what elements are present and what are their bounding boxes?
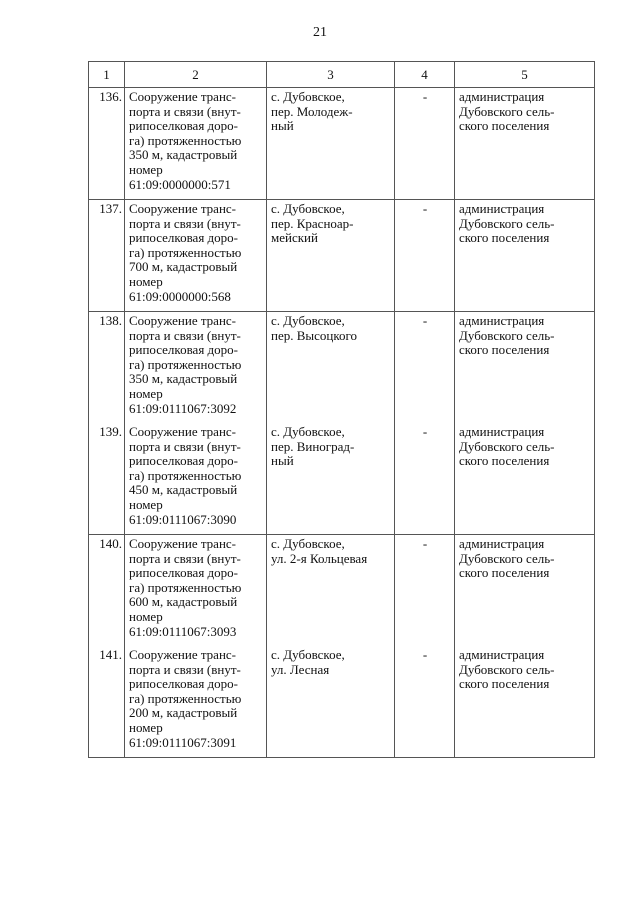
object-description: Сооружение транс- порта и связи (внут- рипоселковая доро- га) протяженностью 700 м, кадастровый номер 61:09:0000000:568 bbox=[125, 200, 267, 312]
object-description: Сооружение транс- порта и связи (внут- рипоселковая доро- га) протяженностью 350 м, кадастровый номер 61:09:0111067:3092 bbox=[125, 312, 267, 424]
object-description: Сооружение транс- порта и связи (внут- рипоселковая доро- га) протяженностью 450 м, кадастровый номер 61:09:0111067:3090 bbox=[125, 423, 267, 535]
table-row bbox=[89, 200, 595, 312]
table-row bbox=[89, 88, 595, 200]
table-row bbox=[89, 646, 595, 758]
object-address: с. Дубовское, ул. Лесная bbox=[267, 646, 395, 758]
column-4-value: - bbox=[395, 88, 455, 200]
column-header: 4 bbox=[395, 62, 455, 88]
column-4-value: - bbox=[395, 646, 455, 758]
table-row bbox=[89, 312, 595, 424]
column-4-value: - bbox=[395, 200, 455, 312]
object-description: Сооружение транс- порта и связи (внут- рипоселковая доро- га) протяженностью 350 м, кадастровый номер 61:09:0000000:571 bbox=[125, 88, 267, 200]
row-number: 140. bbox=[89, 535, 125, 647]
column-header: 2 bbox=[125, 62, 267, 88]
holder: администрация Дубовского сель- ского поселения bbox=[455, 423, 595, 535]
object-description: Сооружение транс- порта и связи (внут- рипоселковая доро- га) протяженностью 200 м, кадастровый номер 61:09:0111067:3091 bbox=[125, 646, 267, 758]
object-address: с. Дубовское, пер. Красноар- мейский bbox=[267, 200, 395, 312]
holder: администрация Дубовского сель- ского поселения bbox=[455, 535, 595, 647]
row-number: 137. bbox=[89, 200, 125, 312]
row-number: 136. bbox=[89, 88, 125, 200]
column-header: 3 bbox=[267, 62, 395, 88]
column-4-value: - bbox=[395, 535, 455, 647]
row-number: 138. bbox=[89, 312, 125, 424]
table-row bbox=[89, 423, 595, 535]
page-number: 21 bbox=[313, 25, 327, 40]
holder: администрация Дубовского сель- ского поселения bbox=[455, 646, 595, 758]
object-address: с. Дубовское, пер. Виноград- ный bbox=[267, 423, 395, 535]
row-number: 139. bbox=[89, 423, 125, 535]
column-header: 1 bbox=[89, 62, 125, 88]
holder: администрация Дубовского сель- ского поселения bbox=[455, 88, 595, 200]
object-address: с. Дубовское, ул. 2-я Кольцевая bbox=[267, 535, 395, 647]
column-4-value: - bbox=[395, 312, 455, 424]
column-4-value: - bbox=[395, 423, 455, 535]
object-description: Сооружение транс- порта и связи (внут- рипоселковая доро- га) протяженностью 600 м, кадастровый номер 61:09:0111067:3093 bbox=[125, 535, 267, 647]
registry-table bbox=[88, 61, 595, 758]
column-header: 5 bbox=[455, 62, 595, 88]
table-row bbox=[89, 535, 595, 647]
object-address: с. Дубовское, пер. Высоцкого bbox=[267, 312, 395, 424]
row-number: 141. bbox=[89, 646, 125, 758]
holder: администрация Дубовского сель- ского поселения bbox=[455, 200, 595, 312]
holder: администрация Дубовского сель- ского поселения bbox=[455, 312, 595, 424]
object-address: с. Дубовское, пер. Молодеж- ный bbox=[267, 88, 395, 200]
table-header-row bbox=[89, 62, 595, 88]
